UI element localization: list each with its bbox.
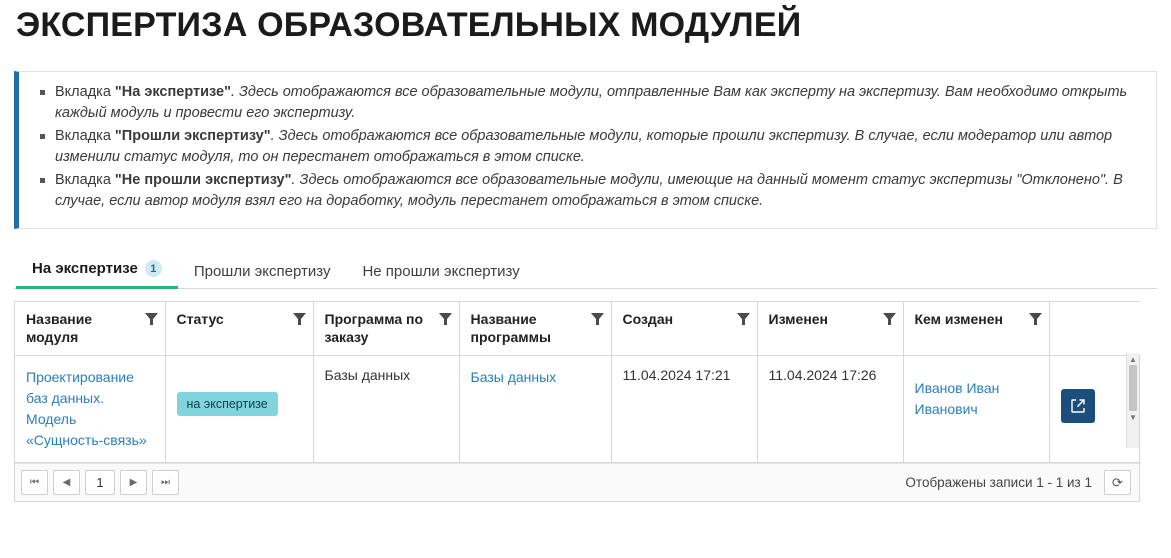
column-label: Создан: [622, 311, 674, 328]
scroll-up-icon[interactable]: ▲: [1129, 354, 1137, 364]
list-item: [55, 170, 1140, 212]
list-item: [55, 126, 1140, 168]
tab-label: Не прошли экспертизу: [362, 263, 520, 281]
column-label: Программа по заказу: [324, 311, 424, 345]
list-item: [55, 82, 1140, 124]
page-number-1[interactable]: 1: [85, 470, 115, 495]
cell-status: [165, 356, 313, 463]
tab-na-ekspertize[interactable]: [16, 254, 178, 289]
column-header-changed[interactable]: [757, 302, 903, 356]
prev-page-button[interactable]: ◀: [53, 470, 80, 495]
filter-icon[interactable]: [293, 313, 306, 325]
table-row: [15, 356, 1141, 463]
filter-icon[interactable]: [1029, 313, 1042, 325]
column-header-module-name[interactable]: [15, 302, 165, 356]
info-bold: "Не прошли экспертизу": [114, 172, 292, 189]
info-list: [29, 82, 1140, 212]
scrollbar-thumb[interactable]: [1129, 365, 1137, 411]
tab-bar: [14, 251, 1157, 289]
filter-icon[interactable]: [591, 313, 604, 325]
info-panel: [14, 71, 1157, 229]
column-header-actions: [1049, 302, 1141, 356]
column-label: Изменен: [768, 311, 829, 328]
pagination-bar: [15, 463, 1139, 501]
tab-proshli-ekspertizu[interactable]: [178, 257, 347, 289]
page-title: ЭКСПЕРТИЗА ОБРАЗОВАТЕЛЬНЫХ МОДУЛЕЙ: [16, 6, 802, 44]
cell-changed-by: [903, 356, 1049, 463]
column-label: Кем изменен: [914, 311, 1003, 328]
filter-icon[interactable]: [145, 313, 158, 325]
info-text: . Здесь отображаются все образовательные модули, которые прошли экспертизу. В случае, если модератор или автор изменили статус модуля, то он перестанет отображаться в этом списке.: [55, 128, 1113, 166]
column-header-changed-by[interactable]: [903, 302, 1049, 356]
cell-changed: [757, 356, 903, 463]
tab-label: Прошли экспертизу: [193, 263, 331, 281]
info-prefix: Вкладка: [55, 128, 115, 145]
table-vertical-scrollbar[interactable]: [1126, 353, 1139, 448]
open-external-icon: [1070, 398, 1086, 414]
status-badge: на экспертизе: [177, 392, 278, 416]
info-text: . Здесь отображаются все образовательные модули, имеющие на данный момент статус экспертизы "Отклонено". В случае, если автор модуля взял его на доработку, модуль перестанет отображаться в этом списке.: [55, 172, 1123, 210]
filter-icon[interactable]: [883, 313, 896, 325]
tab-label: На экспертизе: [32, 260, 138, 278]
modules-table: [15, 302, 1141, 463]
tab-ne-proshli-ekspertizu[interactable]: [346, 257, 535, 289]
column-label: Название модуля: [26, 311, 93, 345]
pagination-controls: [21, 470, 179, 495]
program-name-link[interactable]: Базы данных: [470, 369, 557, 386]
record-count-label: Отображены записи 1 - 1 из 1: [905, 475, 1092, 491]
created-value: 11.04.2024 17:21: [622, 367, 731, 384]
column-label: Название программы: [470, 311, 551, 345]
changed-by-link[interactable]: Иванов Иван Иванович: [914, 380, 1000, 418]
cell-created: [611, 356, 757, 463]
next-page-button[interactable]: ▶: [120, 470, 147, 495]
program-order-value: Базы данных: [324, 367, 411, 384]
info-prefix: Вкладка: [55, 84, 115, 101]
table-header-row: [15, 302, 1141, 356]
column-header-program-order[interactable]: [313, 302, 459, 356]
info-text: . Здесь отображаются все образовательные модули, отправленные Вам как эксперту на экспертизу. Вам необходимо открыть каждый модуль и провести его экспертизу.: [55, 84, 1128, 122]
changed-value: 11.04.2024 17:26: [768, 367, 877, 384]
scroll-down-icon[interactable]: ▼: [1129, 412, 1137, 422]
column-header-status[interactable]: [165, 302, 313, 356]
info-bold: "Прошли экспертизу": [114, 128, 271, 145]
module-name-link[interactable]: Проектирование баз данных. Модель «Сущность-связь»: [26, 369, 147, 449]
cell-program-order: [313, 356, 459, 463]
info-bold: "На экспертизе": [114, 84, 231, 101]
page-root: [0, 6, 1171, 558]
info-prefix: Вкладка: [55, 172, 115, 189]
modules-table-container: [14, 301, 1140, 502]
refresh-icon-button[interactable]: ⟳: [1104, 470, 1131, 495]
first-page-button[interactable]: ⏮: [21, 470, 48, 495]
cell-module-name: [15, 356, 165, 463]
pagination-status: [905, 470, 1131, 495]
open-external-icon-button[interactable]: [1061, 389, 1095, 423]
status-badge: 1: [145, 260, 162, 277]
filter-icon[interactable]: [439, 313, 452, 325]
column-label: Статус: [176, 311, 224, 328]
cell-program-name: [459, 356, 611, 463]
filter-icon[interactable]: [737, 313, 750, 325]
column-header-created[interactable]: [611, 302, 757, 356]
last-page-button[interactable]: ⏭: [152, 470, 179, 495]
column-header-program-name[interactable]: [459, 302, 611, 356]
